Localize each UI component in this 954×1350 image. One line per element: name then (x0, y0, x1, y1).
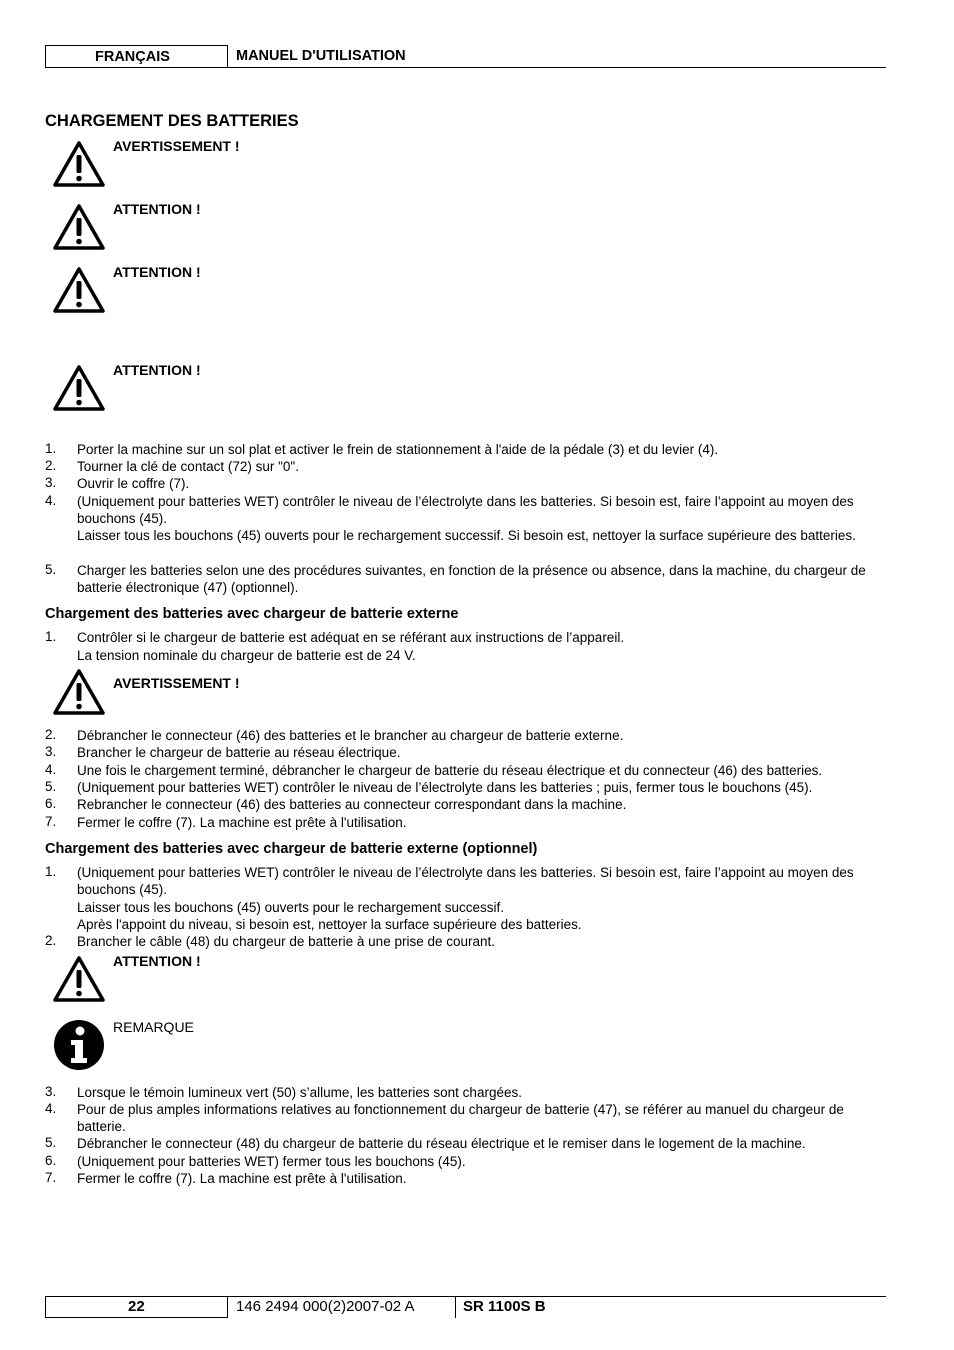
step-text: Laisser tous les bouchons (45) ouverts pour le rechargement successif. Si besoin est, nettoyer la surface supérieure des batteries. (77, 528, 856, 543)
step-number: 2. (45, 727, 57, 742)
step-number: 4. (45, 1101, 57, 1116)
header-language: FRANÇAIS (95, 49, 170, 65)
warning-triangle-icon (52, 364, 106, 412)
step-text: Tourner la clé de contact (72) sur "0". (77, 459, 299, 474)
step-number: 4. (45, 762, 57, 777)
step-text: Charger les batteries selon une des procédures suivantes, en fonction de la présence ou absence, dans la machine, du chargeur de batterie électronique (47) (optionnel). (77, 563, 866, 596)
step-text: Pour de plus amples informations relatives au fonctionnement du chargeur de batterie (47), se référer au manuel du chargeur de batterie. (77, 1102, 844, 1135)
step-number: 2. (45, 458, 57, 473)
model-name: SR 1100S B (463, 1298, 546, 1315)
warning-triangle-icon (52, 668, 106, 716)
warning-triangle-icon (52, 266, 106, 314)
warning-label: AVERTISSEMENT ! (113, 675, 240, 691)
subsection-title-external: Chargement des batteries avec chargeur de batterie externe (45, 606, 459, 622)
step-number: 4. (45, 493, 57, 508)
step-number: 1. (45, 441, 57, 456)
step-text: Brancher le chargeur de batterie au réseau électrique. (77, 745, 401, 760)
step-text: (Uniquement pour batteries WET) contrôler le niveau de l’électrolyte dans les batteries. Si besoin est, faire l’appoint au moyen des bouchons (45). (77, 494, 854, 527)
attention-label: ATTENTION ! (113, 264, 201, 280)
footer-divider (455, 1296, 456, 1318)
warning-triangle-icon (52, 140, 106, 188)
attention-label: ATTENTION ! (113, 201, 201, 217)
step-number: 3. (45, 475, 57, 490)
step-text: Rebrancher le connecteur (46) des batteries au connecteur correspondant dans la machine. (77, 797, 627, 812)
attention-label: ATTENTION ! (113, 362, 201, 378)
step-number: 6. (45, 1153, 57, 1168)
subsection-title-optional: Chargement des batteries avec chargeur de batterie externe (optionnel) (45, 841, 538, 857)
page-number: 22 (128, 1298, 145, 1315)
step-number: 3. (45, 1084, 57, 1099)
step-text: (Uniquement pour batteries WET) contrôler le niveau de l’électrolyte dans les batteries ; puis, fermer tous le bouchons (45). (77, 780, 813, 795)
step-number: 7. (45, 1170, 57, 1185)
step-text: (Uniquement pour batteries WET) contrôler le niveau de l’électrolyte dans les batteries. Si besoin est, faire l’appoint au moyen des bouchons (45). (77, 865, 854, 898)
step-number: 7. (45, 814, 57, 829)
step-text: Fermer le coffre (7). La machine est prête à l'utilisation. (77, 815, 407, 830)
step-text: Contrôler si le chargeur de batterie est adéquat en se référant aux instructions de l’appareil. (77, 630, 625, 645)
step-text: Une fois le chargement terminé, débrancher le chargeur de batterie du réseau électrique et du connecteur (46) des batteries. (77, 763, 823, 778)
step-text: Porter la machine sur un sol plat et activer le frein de stationnement à l'aide de la pédale (3) et du levier (4). (77, 442, 719, 457)
info-icon (52, 1018, 106, 1072)
attention-label: ATTENTION ! (113, 953, 201, 969)
step-text: Fermer le coffre (7). La machine est prête à l'utilisation. (77, 1171, 407, 1186)
step-text: Ouvrir le coffre (7). (77, 476, 190, 491)
step-text: Débrancher le connecteur (46) des batteries et le brancher au chargeur de batterie externe. (77, 728, 624, 743)
document-code: 146 2494 000(2)2007-02 A (236, 1298, 415, 1315)
step-text: La tension nominale du chargeur de batterie est de 24 V. (77, 648, 416, 663)
header-manual-title: MANUEL D'UTILISATION (236, 48, 406, 64)
warning-triangle-icon (52, 203, 106, 251)
section-title: CHARGEMENT DES BATTERIES (45, 112, 299, 130)
header-rule (45, 67, 886, 68)
step-number: 5. (45, 779, 57, 794)
step-number: 6. (45, 796, 57, 811)
step-text: Débrancher le connecteur (48) du chargeur de batterie du réseau électrique et le remiser dans le logement de la machine. (77, 1136, 806, 1151)
step-text: (Uniquement pour batteries WET) fermer tous les bouchons (45). (77, 1154, 466, 1169)
warning-triangle-icon (52, 955, 106, 1003)
step-number: 3. (45, 744, 57, 759)
step-number: 5. (45, 562, 57, 577)
note-label: REMARQUE (113, 1019, 194, 1035)
step-number: 5. (45, 1135, 57, 1150)
warning-label: AVERTISSEMENT ! (113, 138, 240, 154)
step-text: Après l'appoint du niveau, si besoin est, nettoyer la surface supérieure des batteries. (77, 917, 582, 932)
step-number: 1. (45, 629, 57, 644)
step-text: Brancher le câble (48) du chargeur de batterie à une prise de courant. (77, 934, 496, 949)
step-number: 1. (45, 864, 57, 879)
step-number: 2. (45, 933, 57, 948)
step-text: Laisser tous les bouchons (45) ouverts pour le rechargement successif. (77, 900, 504, 915)
step-text: Lorsque le témoin lumineux vert (50) s’allume, les batteries sont chargées. (77, 1085, 522, 1100)
